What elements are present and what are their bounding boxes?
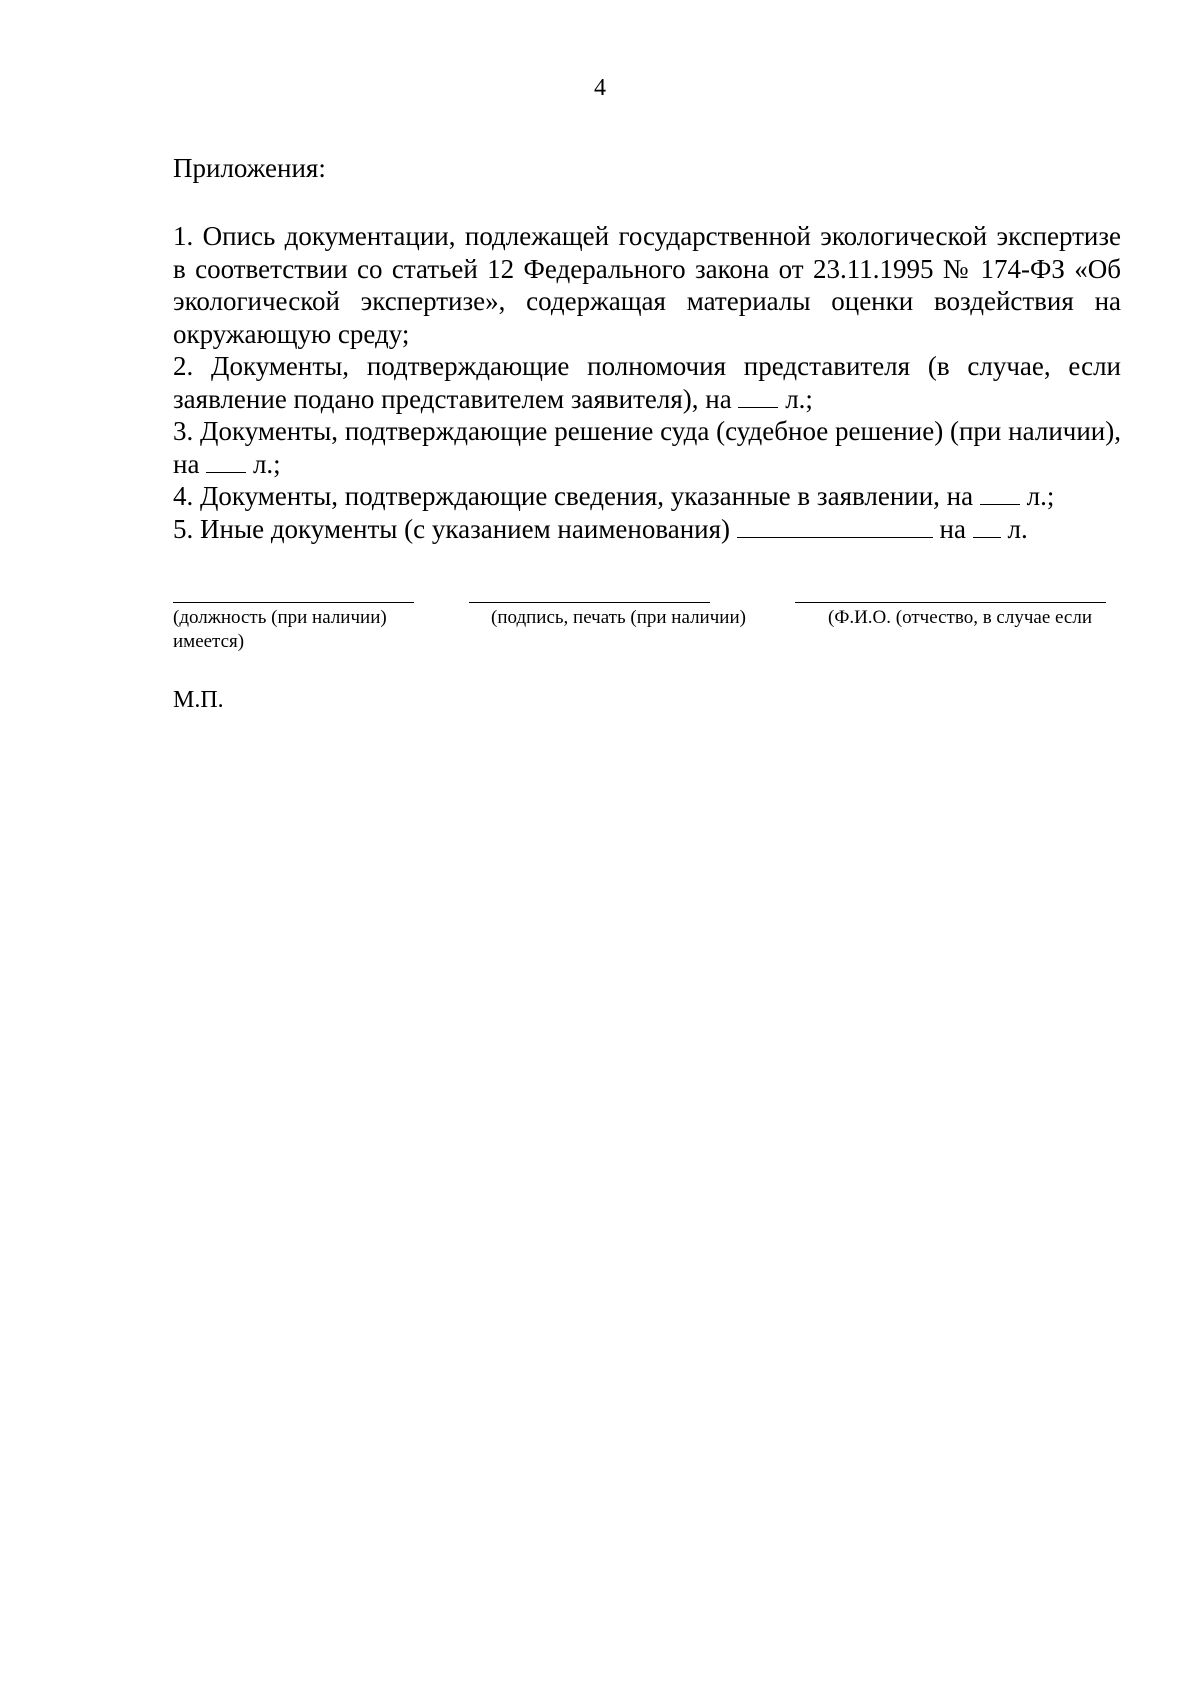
document-name-blank <box>737 517 933 538</box>
attachment-item-4-text: 4. Документы, подтверждающие сведения, указанные в заявлении, на <box>173 481 974 511</box>
attachments-heading: Приложения: <box>173 153 326 183</box>
attachment-item-2-suffix: л.; <box>785 383 813 414</box>
signature-block <box>173 582 1121 652</box>
position-caption: (должность (при наличии) <box>173 607 387 628</box>
attachment-item-3-suffix: л.; <box>252 448 281 479</box>
position-line <box>173 602 414 603</box>
page-count-blank <box>980 484 1020 505</box>
signature-line <box>469 602 710 603</box>
name-caption: (Ф.И.О. (отчество, в случае если <box>828 607 1092 628</box>
attachment-item-3-text: 3. Документы, подтверждающие решение суда (судебное решение) (при наличии), на <box>173 416 1121 479</box>
attachments-section <box>173 152 1121 545</box>
attachment-item-5-middle: на <box>939 513 966 544</box>
signature-caption: (подпись, печать (при наличии) <box>491 607 746 628</box>
page-count-blank <box>738 387 778 408</box>
attachment-item-4-suffix: л.; <box>1026 481 1055 511</box>
name-line <box>795 602 1106 603</box>
attachment-item-1 <box>173 220 1121 350</box>
stamp-label: М.П. <box>173 687 224 713</box>
attachment-item-5-suffix: л. <box>1007 513 1028 544</box>
attachment-item-2 <box>173 350 1121 415</box>
attachment-item-2-text: 2. Документы, подтверждающие полномочия представителя (в случае, если заявление подано представителем заявителя), на <box>173 351 1121 414</box>
page-count-blank <box>206 452 246 473</box>
attachment-item-5 <box>173 513 1121 546</box>
attachment-item-5-text: 5. Иные документы (с указанием наименования) <box>173 513 731 544</box>
attachment-item-3 <box>173 415 1121 480</box>
attachment-item-4 <box>173 480 1121 513</box>
position-caption-continuation: имеется) <box>173 631 245 652</box>
attachment-item-1-text: 1. Опись документации, подлежащей государственной экологической экспертизе в соответствии со статьей 12 Федерального закона от 23.11.1995 № 174-ФЗ «Об экологической экспертизе», содержащая материалы оценки воздействия на окружающую среду; <box>173 221 1121 349</box>
page-count-blank <box>973 517 1001 538</box>
page-number: 4 <box>594 75 606 101</box>
